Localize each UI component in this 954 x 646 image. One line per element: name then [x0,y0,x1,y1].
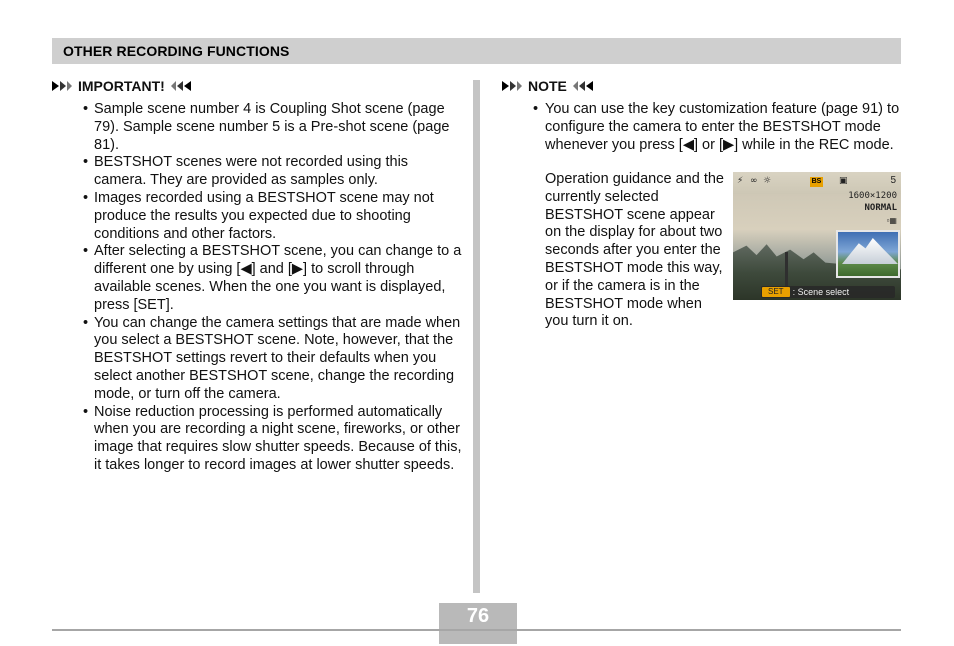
memory-icon: ▫▦ [886,216,897,225]
list-item: • Sample scene number 4 is Coupling Shot scene (page 79). Sample scene number 5 is a Pre-shot scene (page 81). [83,101,450,153]
section-title: OTHER RECORDING FUNCTIONS [63,43,290,59]
list-item: • You can change the camera settings that are made when you select a BESTSHOT scene. Note, however, that the BESTSHOT settings revert to their defaults when you select another BESTSHOT scene, change the recording mode, or turn off the camera. [83,314,461,402]
camera-lcd-screenshot [733,172,901,300]
list-item: • After selecting a BESTSHOT scene, you can change to a different one by using [◀] and [▶] to scroll through available scenes. When the one you want is displayed, press [SET]. [83,243,462,313]
left-arrows-icon [573,81,593,91]
mountain-image [842,238,898,264]
scene-select-text: : Scene select [792,287,850,297]
important-label: IMPORTANT! [78,78,165,94]
left-arrows-icon [171,81,191,91]
set-key-label: SET [762,287,790,297]
right-arrows-icon [52,81,72,91]
important-heading [52,78,462,94]
important-list [52,101,462,475]
focus-icon: ∞ [750,176,758,186]
metering-icon: ▣ [839,176,848,186]
note-continuation: Operation guidance and the currently selected BESTSHOT scene appear on the display for about two seconds after you enter the BESTSHOT mode this way, or if the camera is in the BESTSHOT mode when you turn it on. [545,171,724,330]
scene-sample-thumbnail [836,230,900,278]
white-balance-icon: ☼ [763,176,772,186]
image-quality: NORMAL [864,203,897,213]
column-divider [473,80,480,593]
note-heading [502,78,902,94]
page-number: 76 [439,603,517,629]
list-item: • Images recorded using a BESTSHOT scene may not produce the results you expected due to shooting conditions and other factors. [83,189,434,242]
page-number-tab [439,631,517,644]
image-size: 1600×1200 [848,191,897,201]
lcd-guidance-bar [761,286,895,298]
shots-remaining: 5 [890,175,896,186]
list-item: • You can use the key customization feature (page 91) to configure the camera to enter the BESTSHOT mode whenever you press [◀] or [▶] while in the REC mode. [533,101,900,153]
lcd-tower [785,252,788,290]
list-item: • Noise reduction processing is performed automatically when you are recording a night scene, fireworks, or other image that requires slow shutter speeds. Because of this, it takes longer to record images at lower shutter speeds. [83,403,462,473]
list-item: • BESTSHOT scenes were not recorded using this camera. They are provided as samples only. [83,154,409,189]
note-label: NOTE [528,78,567,94]
bestshot-badge: BS [811,178,822,185]
flash-mode-icon: ⚡ [737,176,744,186]
section-header-bar [52,38,901,64]
right-arrows-icon [502,81,522,91]
note-list [502,101,902,154]
important-section [52,78,462,475]
